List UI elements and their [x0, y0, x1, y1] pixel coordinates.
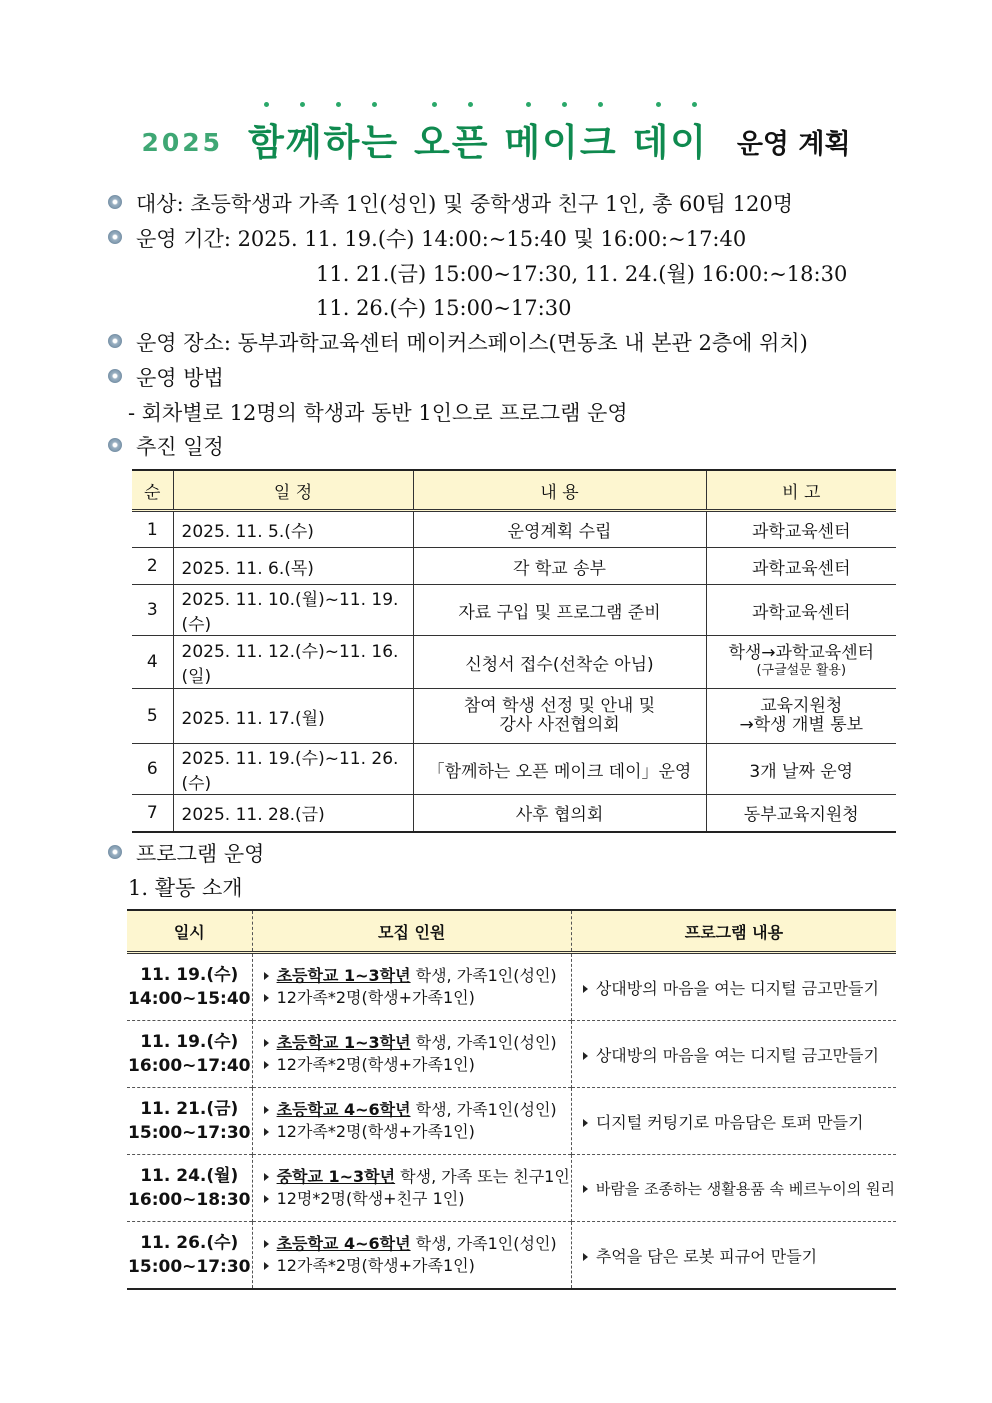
row-datetime: 11. 19.(수) 16:00~17:40: [127, 1021, 252, 1088]
title-year: 2025: [141, 128, 224, 157]
document-title: [0, 112, 992, 166]
table-header-row: [127, 910, 896, 953]
row-program-content: 디지털 커팅기로 마음담은 토퍼 만들기: [571, 1088, 896, 1155]
col-header: 일 정: [173, 470, 413, 511]
col-header: 내 용: [413, 470, 706, 511]
triangle-bullet-icon: [583, 1253, 588, 1261]
row-no: 7: [132, 795, 173, 832]
col-header: 프로그램 내용: [571, 910, 896, 953]
row-content: 「함께하는 오픈 메이크 데이」운영: [413, 744, 706, 795]
row-recruit: 초등학교 4~6학년 학생, 가족1인(성인) 12가족*2명(학생+가족1인): [252, 1088, 571, 1155]
method-label: 운영 방법: [108, 362, 224, 392]
table-row: [132, 585, 896, 636]
col-header: 순: [132, 470, 173, 511]
table-row: [127, 953, 896, 1021]
schedule-table: [132, 469, 896, 833]
triangle-bullet-icon: [264, 1173, 269, 1181]
row-note: 학생→과학교육센터 (구글설문 활용): [706, 636, 896, 689]
bullet-icon: [108, 230, 122, 244]
row-no: 1: [132, 511, 173, 548]
row-no: 5: [132, 689, 173, 744]
bullet-icon: [108, 438, 122, 452]
row-date: 2025. 11. 6.(목): [173, 548, 413, 585]
row-no: 3: [132, 585, 173, 636]
triangle-bullet-icon: [264, 972, 269, 980]
table-header-row: [132, 470, 896, 511]
table-row: [132, 795, 896, 832]
row-no: 4: [132, 636, 173, 689]
table-row: [132, 636, 896, 689]
bullet-icon: [108, 334, 122, 348]
schedule-label: 추진 일정: [108, 431, 224, 461]
title-sub: 운영 계획: [736, 129, 851, 160]
row-recruit: 중학교 1~3학년 학생, 가족 또는 친구1인 12명*2명(학생+친구 1인): [252, 1155, 571, 1222]
table-row: [132, 689, 896, 744]
table-row: [132, 744, 896, 795]
row-datetime: 11. 21.(금) 15:00~17:30: [127, 1088, 252, 1155]
title-main: [248, 121, 723, 164]
col-header: 비 고: [706, 470, 896, 511]
triangle-bullet-icon: [264, 1106, 269, 1114]
row-content: 참여 학생 선정 및 안내 및 강사 사전협의회: [413, 689, 706, 744]
emphasis-dots: [0, 108, 992, 116]
row-program-content: 추억을 담은 로봇 피규어 만들기: [571, 1222, 896, 1290]
col-header: 일시: [127, 910, 252, 953]
row-date: 2025. 11. 12.(수)~11. 16.(일): [173, 636, 413, 689]
program-label: 프로그램 운영: [108, 838, 264, 868]
triangle-bullet-icon: [583, 1119, 588, 1127]
triangle-bullet-icon: [264, 1195, 269, 1203]
table-row: [132, 511, 896, 548]
method-desc: - 회차별로 12명의 학생과 동반 1인으로 프로그램 운영: [128, 401, 628, 425]
program-sub-label: 1. 활동 소개: [128, 876, 243, 900]
bullet-icon: [108, 369, 122, 383]
row-note: 3개 날짜 운영: [706, 744, 896, 795]
row-program-content: 바람을 조종하는 생활용품 속 베르누이의 원리: [571, 1155, 896, 1222]
row-note: 교육지원청 →학생 개별 통보: [706, 689, 896, 744]
period-line: 운영 기간: 2025. 11. 19.(수) 14:00:~15:40 및 16:00:~17:40: [108, 223, 746, 253]
row-note: 과학교육센터: [706, 511, 896, 548]
triangle-bullet-icon: [583, 1185, 588, 1193]
col-header: 모집 인원: [252, 910, 571, 953]
target-line: 대상: 초등학생과 가족 1인(성인) 및 중학생과 친구 1인, 총 60팀 120명: [108, 188, 793, 218]
triangle-bullet-icon: [264, 994, 269, 1002]
triangle-bullet-icon: [264, 1061, 269, 1069]
row-recruit: 초등학교 4~6학년 학생, 가족1인(성인) 12가족*2명(학생+가족1인): [252, 1222, 571, 1290]
row-no: 2: [132, 548, 173, 585]
period-line-2: 11. 21.(금) 15:00~17:30, 11. 24.(월) 16:00:~18:30: [316, 262, 848, 286]
row-content: 각 학교 송부: [413, 548, 706, 585]
row-note: 과학교육센터: [706, 548, 896, 585]
row-program-content: 상대방의 마음을 여는 디지털 금고만들기: [571, 953, 896, 1021]
row-content: 신청서 접수(선착순 아님): [413, 636, 706, 689]
row-date: 2025. 11. 19.(수)~11. 26.(수): [173, 744, 413, 795]
table-row: [127, 1155, 896, 1222]
row-note: 동부교육지원청: [706, 795, 896, 832]
row-no: 6: [132, 744, 173, 795]
period-line-3: 11. 26.(수) 15:00~17:30: [316, 296, 572, 320]
row-date: 2025. 11. 10.(월)~11. 19.(수): [173, 585, 413, 636]
bullet-icon: [108, 845, 122, 859]
triangle-bullet-icon: [583, 985, 588, 993]
row-program-content: 상대방의 마음을 여는 디지털 금고만들기: [571, 1021, 896, 1088]
program-table: [127, 909, 896, 1290]
row-datetime: 11. 24.(월) 16:00~18:30: [127, 1155, 252, 1222]
table-row: [132, 548, 896, 585]
title-main-text: 함께하는 오픈 메이크 데이: [248, 121, 708, 164]
triangle-bullet-icon: [264, 1240, 269, 1248]
triangle-bullet-icon: [264, 1128, 269, 1136]
place-line: 운영 장소: 동부과학교육센터 메이커스페이스(면동초 내 본관 2층에 위치): [108, 327, 808, 357]
triangle-bullet-icon: [583, 1052, 588, 1060]
row-date: 2025. 11. 5.(수): [173, 511, 413, 548]
row-date: 2025. 11. 28.(금): [173, 795, 413, 832]
row-recruit: 초등학교 1~3학년 학생, 가족1인(성인) 12가족*2명(학생+가족1인): [252, 1021, 571, 1088]
row-content: 사후 협의회: [413, 795, 706, 832]
table-row: [127, 1021, 896, 1088]
triangle-bullet-icon: [264, 1039, 269, 1047]
row-datetime: 11. 19.(수) 14:00~15:40: [127, 953, 252, 1021]
table-row: [127, 1222, 896, 1290]
row-note: 과학교육센터: [706, 585, 896, 636]
row-content: 운영계획 수립: [413, 511, 706, 548]
bullet-icon: [108, 195, 122, 209]
row-datetime: 11. 26.(수) 15:00~17:30: [127, 1222, 252, 1290]
row-content: 자료 구입 및 프로그램 준비: [413, 585, 706, 636]
row-recruit: 초등학교 1~3학년 학생, 가족1인(성인) 12가족*2명(학생+가족1인): [252, 953, 571, 1021]
table-row: [127, 1088, 896, 1155]
triangle-bullet-icon: [264, 1262, 269, 1270]
row-date: 2025. 11. 17.(월): [173, 689, 413, 744]
